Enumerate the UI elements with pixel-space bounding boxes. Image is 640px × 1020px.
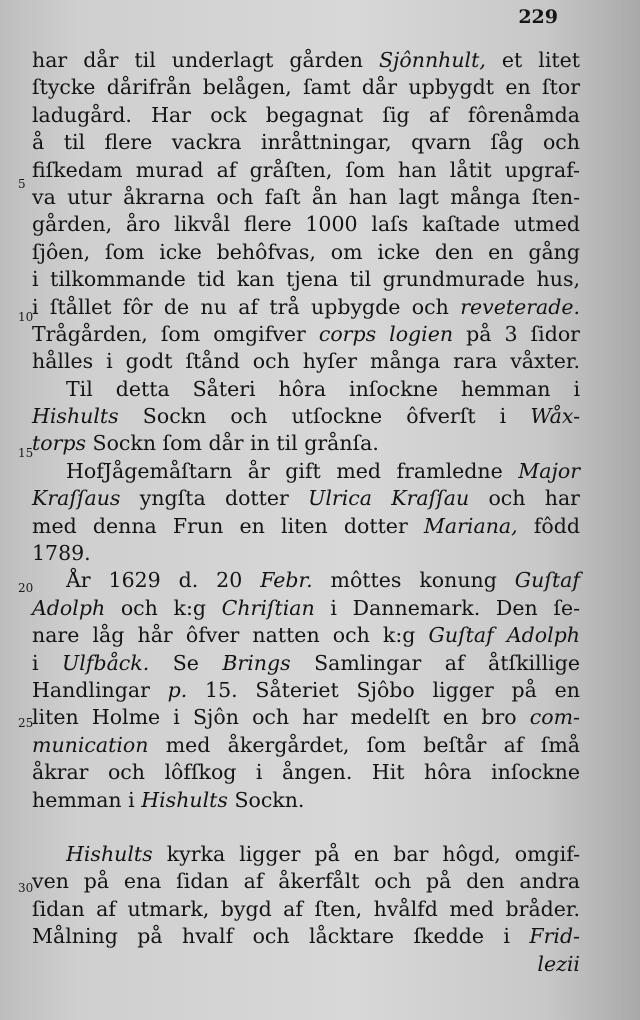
text-run: Sockn. (227, 787, 305, 812)
italic-text: Hishults (141, 787, 228, 812)
text-line (32, 923, 580, 950)
text-line (32, 157, 580, 184)
text-run: liten Holme i Sjôn och har medelſt en bro (32, 705, 530, 730)
text-run: med denna Frun en liten dotter (32, 513, 424, 538)
italic-text: reveterade. (460, 294, 580, 319)
italic-text: Mariana, (423, 513, 518, 538)
text-run: i Dannemark. Den ſe- (314, 595, 581, 620)
text-line (32, 403, 580, 430)
text-run: môttes konung (312, 568, 515, 593)
text-line (32, 595, 580, 622)
italic-text: p. (167, 677, 188, 702)
italic-text: com- (529, 705, 580, 730)
line-number-5: 5 (18, 177, 26, 191)
text-line (32, 376, 580, 403)
text-line (32, 787, 580, 814)
text-run: kyrka ligger på en bar hôgd, omgif- (152, 841, 580, 866)
text-run: et litet (485, 48, 580, 72)
text-run: fôdd (517, 513, 580, 538)
text-line (32, 184, 580, 211)
text-run: Se (149, 650, 223, 675)
line-number-15: 15 (18, 446, 34, 460)
text-line (32, 841, 580, 868)
italic-text: Hishults (66, 841, 153, 866)
text-run: fiſkedam murad af gråſten, ſom han låtit upgraf- (32, 157, 580, 182)
body-text (32, 47, 580, 978)
text-line (32, 239, 580, 266)
italic-text: Ulfbåck. (62, 650, 150, 675)
text-line (32, 47, 580, 74)
text-run: gården, åro likvål flere 1000 laſs kaſtade utmed (32, 212, 580, 237)
text-line (32, 266, 580, 293)
text-line (32, 868, 580, 895)
line-number-30: 30 (18, 881, 34, 895)
text-line (32, 458, 580, 485)
text-run: Trågården, ſom omgifver (32, 321, 319, 346)
text-run: ſtycke dårifrån belågen, ſamt dår upbygdt en ſtor (32, 75, 580, 100)
italic-text: Chriſtian (221, 595, 315, 620)
text-line (32, 567, 580, 594)
text-line (32, 622, 580, 649)
italic-text: Sjônnhult, (379, 48, 486, 72)
text-run: nare låg hår ôfver natten och k:g (32, 623, 429, 648)
text-line (32, 540, 580, 567)
text-run: Målning på hvalf och låcktare ſkedde i (32, 924, 530, 949)
text-line (32, 759, 580, 786)
page-number: 229 (518, 6, 558, 28)
text-run: Til detta Såteri hôra inſockne hemman i (66, 376, 580, 401)
text-line (32, 211, 580, 238)
text-run: och k:g (105, 595, 222, 620)
text-line (32, 513, 580, 540)
text-line (32, 321, 580, 348)
italic-text: corps logien (318, 321, 454, 346)
italic-text: Kraſſaus (32, 486, 121, 511)
text-run: hålles i godt ſtånd och hyſer många rara våxter. (32, 349, 580, 374)
text-line (32, 430, 580, 457)
text-line (32, 485, 580, 512)
italic-text: Ulrica Kraſſau (308, 486, 470, 511)
italic-text: Major (518, 458, 580, 483)
text-line (32, 732, 580, 759)
text-run: Handlingar (32, 677, 168, 702)
line-number-25: 25 (18, 716, 34, 730)
text-line (32, 102, 580, 129)
text-run: åkrar och lôfſkog i ången. Hit hôra inſockne (32, 760, 580, 785)
text-run: ſjôen, ſom icke behôfvas, om icke den en gång (32, 239, 580, 264)
text-run: på 3 ſidor (453, 321, 580, 346)
text-run: Sockn och utſockne ôfverſt i (118, 404, 531, 429)
text-run: med åkergårdet, ſom beſtår af ſmå (148, 732, 580, 757)
italic-text: Brings (222, 650, 291, 675)
text-line (32, 650, 580, 677)
text-run: har dår til underlagt gården (32, 48, 379, 72)
text-line (32, 74, 580, 101)
text-run: och har (469, 486, 580, 511)
text-line (32, 677, 580, 704)
text-run: hemman i (32, 787, 142, 812)
italic-text: Frid- (529, 924, 580, 949)
text-run: Samlingar af åtſkillige (290, 650, 580, 675)
text-run: i (32, 650, 63, 675)
italic-text: Guſtaf Adolph (428, 623, 580, 648)
text-run: i tilkommande tid kan tjena til grundmurade hus, (32, 267, 580, 292)
text-run: va utur åkrarna och faſt ån han lagt många ſten- (32, 184, 580, 209)
italic-text: Wåx- (530, 404, 580, 429)
italic-text: torps (32, 431, 87, 456)
text-run: HofJågemåſtarn år gift med framledne (66, 458, 519, 483)
italic-text: lezii (537, 951, 580, 976)
text-run: yngſta dotter (120, 486, 309, 511)
italic-text: Guſtaf (514, 568, 580, 593)
text-line (32, 896, 580, 923)
text-run: ladugård. Har ock begagnat ſig af fôrenåmda (32, 102, 580, 127)
line-number-20: 20 (18, 581, 34, 595)
italic-text: munication (32, 732, 149, 757)
italic-text: Adolph (32, 595, 106, 620)
text-line (32, 348, 580, 375)
text-line (32, 951, 580, 978)
text-run: År 1629 d. 20 (66, 568, 261, 593)
line-number-10: 10 (18, 310, 34, 324)
text-line (32, 129, 580, 156)
text-run: ſidan af utmark, bygd af ſten, hvålfd med bråder. (32, 896, 580, 921)
text-line (32, 294, 580, 321)
italic-text: Febr. (260, 568, 313, 593)
text-line (32, 704, 580, 731)
text-run: 1789. (32, 541, 91, 566)
text-run: 15. Såteriet Sjôbo ligger på en (187, 677, 580, 702)
text-run: Sockn ſom dår in til grånſa. (86, 431, 379, 456)
text-run: å til flere vackra inråttningar, qvarn ſåg och (32, 130, 580, 155)
italic-text: Hishults (32, 404, 119, 429)
text-run: i ſtållet fôr de nu af trå upbygde och (32, 294, 461, 319)
text-run: ven på ena ſidan af åkerfålt och på den andra (32, 869, 580, 894)
